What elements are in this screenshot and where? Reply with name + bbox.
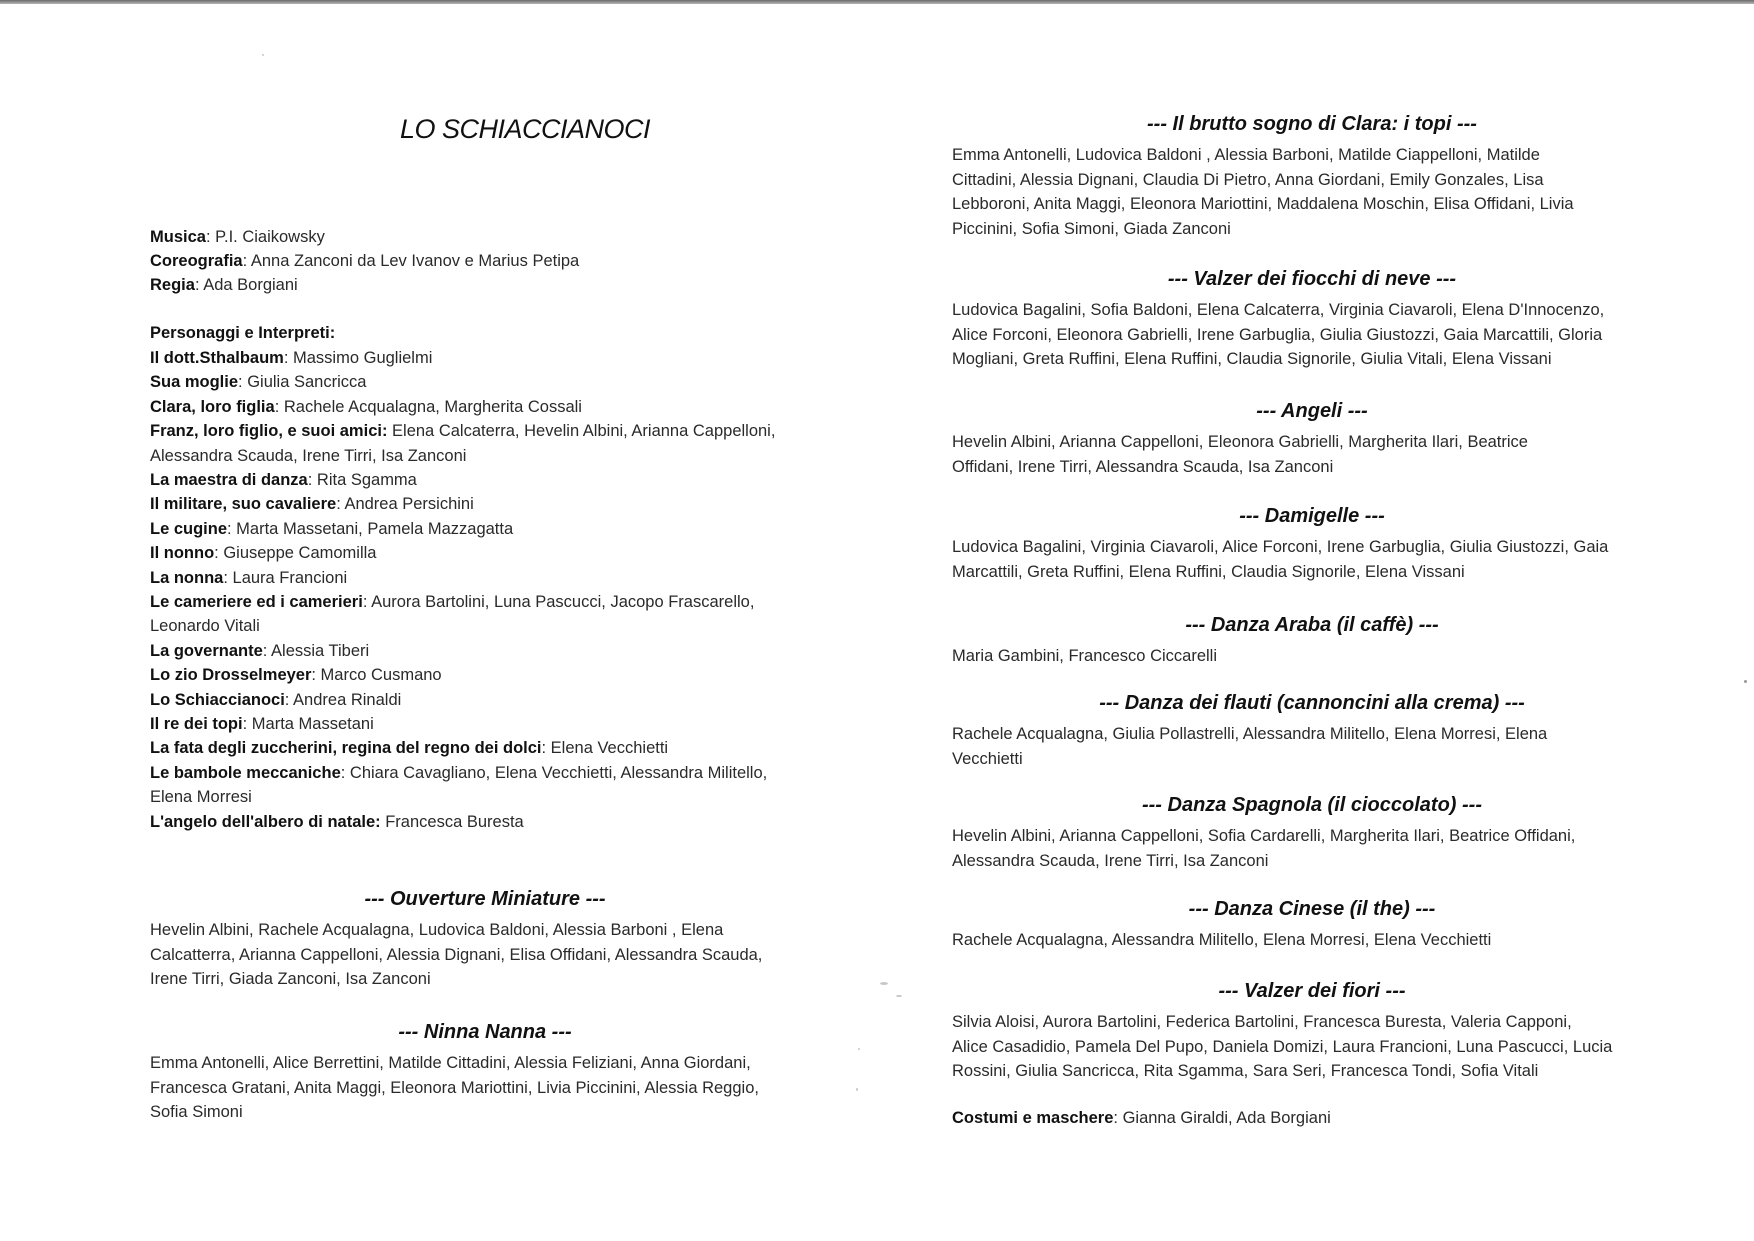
performer-names: Francesca Buresta — [380, 812, 524, 831]
performer-names: : Elena Vecchietti — [541, 739, 669, 758]
performer-names: : Laura Francioni — [223, 568, 348, 587]
section-title: --- Danza Araba (il caffè) --- — [1185, 614, 1439, 636]
cast-line — [150, 370, 366, 395]
cast-line — [150, 785, 252, 810]
section-line: Rachele Acqualagna, Giulia Pollastrelli, Alessandra Militello, Elena Morresi, Elena — [952, 725, 1548, 743]
scan-speck — [1744, 680, 1747, 683]
performer-names: : Rachele Acqualagna, Margherita Cossali — [274, 397, 582, 416]
cast-line — [150, 346, 432, 371]
section-title: --- Damigelle --- — [1239, 505, 1385, 527]
credit-value: : P.I. Ciaikowsky — [205, 228, 325, 246]
role-label: Sua moglie — [150, 373, 239, 392]
section-title: --- Danza dei flauti (cannoncini alla crema) --- — [1099, 692, 1525, 714]
cast-line — [150, 590, 754, 615]
role-label: Franz, loro figlio, e suoi amici: — [150, 422, 388, 441]
role-label: La nonna — [150, 568, 224, 587]
performer-names: Leonardo Vitali — [150, 617, 260, 636]
cast-line — [150, 419, 775, 444]
cast-line — [150, 736, 668, 761]
costumes-value: : Gianna Giraldi, Ada Borgiani — [1113, 1109, 1331, 1127]
section-line: Vecchietti — [952, 749, 1023, 768]
credit-value: : Anna Zanconi da Lev Ivanov e Marius Petipa — [242, 252, 580, 270]
performer-names: Elena Calcaterra, Hevelin Albini, Arianna Cappelloni, — [387, 422, 776, 441]
scan-speck — [896, 995, 902, 997]
role-label: La governante — [150, 641, 263, 660]
cast-line — [150, 810, 524, 835]
scan-speck — [856, 1088, 858, 1091]
section-line: Maria Gambini, Francesco Ciccarelli — [952, 647, 1217, 665]
section-line: Sofia Simoni — [150, 1103, 243, 1121]
cast-line — [150, 761, 767, 786]
performer-names: : Andrea Persichini — [336, 495, 474, 514]
costumes-label: Costumi e maschere — [952, 1109, 1114, 1127]
section-title: --- Ninna Nanna --- — [398, 1021, 572, 1043]
credit-line — [150, 249, 579, 274]
section-title: --- Danza Cinese (il the) --- — [1188, 898, 1436, 920]
performer-names: : Andrea Rinaldi — [284, 690, 402, 709]
section-line: Emma Antonelli, Alice Berrettini, Matilde Cittadini, Alessia Feliziani, Anna Giordani, — [150, 1054, 751, 1072]
performer-names: : Marco Cusmano — [311, 666, 442, 685]
performer-names: Elena Morresi — [150, 788, 252, 807]
section-line: Calcatterra, Arianna Cappelloni, Alessia Dignani, Elisa Offidani, Alessandra Scauda, — [150, 945, 763, 964]
cast-line — [150, 468, 417, 493]
scan-speck — [858, 1048, 860, 1050]
credit-line — [150, 273, 298, 298]
section-line: Piccinini, Sofia Simoni, Giada Zanconi — [952, 219, 1231, 238]
performer-names: : Aurora Bartolini, Luna Pascucci, Jacopo Frascarello, — [362, 593, 755, 611]
cast-line — [150, 614, 260, 639]
cast-line — [150, 444, 466, 469]
role-label: Il re dei topi — [150, 715, 243, 733]
cast-line — [150, 566, 347, 591]
cast-line — [150, 395, 582, 420]
role-label: Lo Schiaccianoci — [150, 690, 285, 709]
section-line: Irene Tirri, Giada Zanconi, Isa Zanconi — [150, 970, 431, 988]
credit-line — [150, 225, 325, 250]
role-label: Le cugine — [150, 519, 228, 538]
section-line: Mogliani, Greta Ruffini, Elena Ruffini, Claudia Signorile, Giulia Vitali, Elena Vissani — [952, 350, 1552, 368]
role-label: Il dott.Sthalbaum — [150, 349, 284, 367]
cast-line — [150, 712, 374, 737]
cast-heading: Personaggi e Interpreti: — [150, 324, 336, 342]
cast-line — [150, 688, 401, 713]
top-edge-rule — [0, 0, 1754, 4]
cast-line — [150, 541, 376, 566]
scan-speck — [880, 982, 888, 985]
role-label: Il nonno — [150, 544, 215, 563]
section-title: --- Il brutto sogno di Clara: i topi --- — [1147, 113, 1477, 135]
performer-names: : Giuseppe Camomilla — [214, 544, 377, 563]
performer-names: : Giulia Sancricca — [238, 373, 367, 392]
credit-label: Coreografia — [150, 252, 243, 270]
cast-line — [150, 663, 442, 688]
cast-line — [150, 639, 369, 664]
costumes-credit — [952, 1106, 1331, 1131]
section-line: Hevelin Albini, Arianna Cappelloni, Sofia Cardarelli, Margherita Ilari, Beatrice Offidani, — [952, 827, 1576, 845]
performer-names: : Massimo Guglielmi — [283, 349, 433, 367]
section-title: --- Angeli --- — [1256, 400, 1368, 422]
performer-names: Alessandra Scauda, Irene Tirri, Isa Zanconi — [150, 446, 467, 465]
section-line: Rachele Acqualagna, Alessandra Militello, Elena Morresi, Elena Vecchietti — [952, 931, 1492, 949]
section-title: --- Valzer dei fiocchi di neve --- — [1167, 268, 1457, 290]
role-label: Lo zio Drosselmeyer — [150, 666, 312, 685]
section-line: Lebboroni, Anita Maggi, Eleonora Mariottini, Maddalena Moschin, Elisa Offidani, Livia — [952, 195, 1574, 213]
cast-line — [150, 492, 474, 517]
section-title: --- Valzer dei fiori --- — [1218, 980, 1406, 1002]
section-title: --- Ouverture Miniature --- — [364, 888, 606, 910]
section-line: Offidani, Irene Tirri, Alessandra Scauda, Isa Zanconi — [952, 457, 1334, 476]
role-label: La fata degli zuccherini, regina del regno dei dolci — [150, 739, 542, 758]
credit-label: Regia — [150, 276, 195, 294]
section-line: Ludovica Bagalini, Sofia Baldoni, Elena Calcaterra, Virginia Ciavaroli, Elena D'Innocenzo, — [952, 301, 1605, 319]
section-line: Hevelin Albini, Arianna Cappelloni, Eleonora Gabrielli, Margherita Ilari, Beatrice — [952, 433, 1528, 451]
role-label: Clara, loro figlia — [150, 397, 275, 416]
section-line: Ludovica Bagalini, Virginia Ciavaroli, Alice Forconi, Irene Garbuglia, Giulia Giustozzi, Gaia — [952, 538, 1609, 556]
role-label: Il militare, suo cavaliere — [150, 495, 337, 514]
section-title: --- Danza Spagnola (il cioccolato) --- — [1141, 794, 1482, 816]
role-label: La maestra di danza — [150, 471, 308, 489]
section-line: Cittadini, Alessia Dignani, Claudia Di Pietro, Anna Giordani, Emily Gonzales, Lisa — [952, 170, 1544, 189]
section-line: Marcattili, Greta Ruffini, Elena Ruffini, Claudia Signorile, Elena Vissani — [952, 562, 1465, 581]
performer-names: : Marta Massetani, Pamela Mazzagatta — [227, 519, 514, 538]
section-line: Hevelin Albini, Rachele Acqualagna, Ludovica Baldoni, Alessia Barboni , Elena — [150, 921, 724, 939]
performer-names: : Alessia Tiberi — [262, 641, 370, 660]
credit-label: Musica — [150, 228, 206, 246]
page-title: LO SCHIACCIANOCI — [400, 114, 651, 144]
scan-speck — [262, 54, 264, 56]
performer-names: : Marta Massetani — [242, 715, 374, 733]
performer-names: : Chiara Cavagliano, Elena Vecchietti, Alessandra Militello, — [340, 763, 768, 782]
role-label: Le cameriere ed i camerieri — [150, 593, 363, 611]
section-line: Alessandra Scauda, Irene Tirri, Isa Zanconi — [952, 851, 1269, 870]
section-line: Emma Antonelli, Ludovica Baldoni , Alessia Barboni, Matilde Ciappelloni, Matilde — [952, 146, 1540, 164]
performer-names: : Rita Sgamma — [307, 471, 417, 489]
section-line: Alice Forconi, Eleonora Gabrielli, Irene Garbuglia, Giulia Giustozzi, Gaia Marcattili, Gloria — [952, 325, 1603, 344]
role-label: L'angelo dell'albero di natale: — [150, 812, 381, 831]
cast-line — [150, 517, 513, 542]
section-line: Rossini, Giulia Sancricca, Rita Sgamma, Sara Seri, Francesca Tondi, Sofia Vitali — [952, 1062, 1539, 1080]
section-line: Francesca Gratani, Anita Maggi, Eleonora Mariottini, Livia Piccinini, Alessia Reggio, — [150, 1078, 759, 1097]
section-line: Silvia Aloisi, Aurora Bartolini, Federica Bartolini, Francesca Buresta, Valeria Capponi, — [952, 1013, 1572, 1031]
credit-value: : Ada Borgiani — [194, 276, 298, 294]
section-line: Alice Casadidio, Pamela Del Pupo, Daniela Domizi, Laura Francioni, Luna Pascucci, Lucia — [952, 1037, 1613, 1056]
role-label: Le bambole meccaniche — [150, 763, 341, 782]
